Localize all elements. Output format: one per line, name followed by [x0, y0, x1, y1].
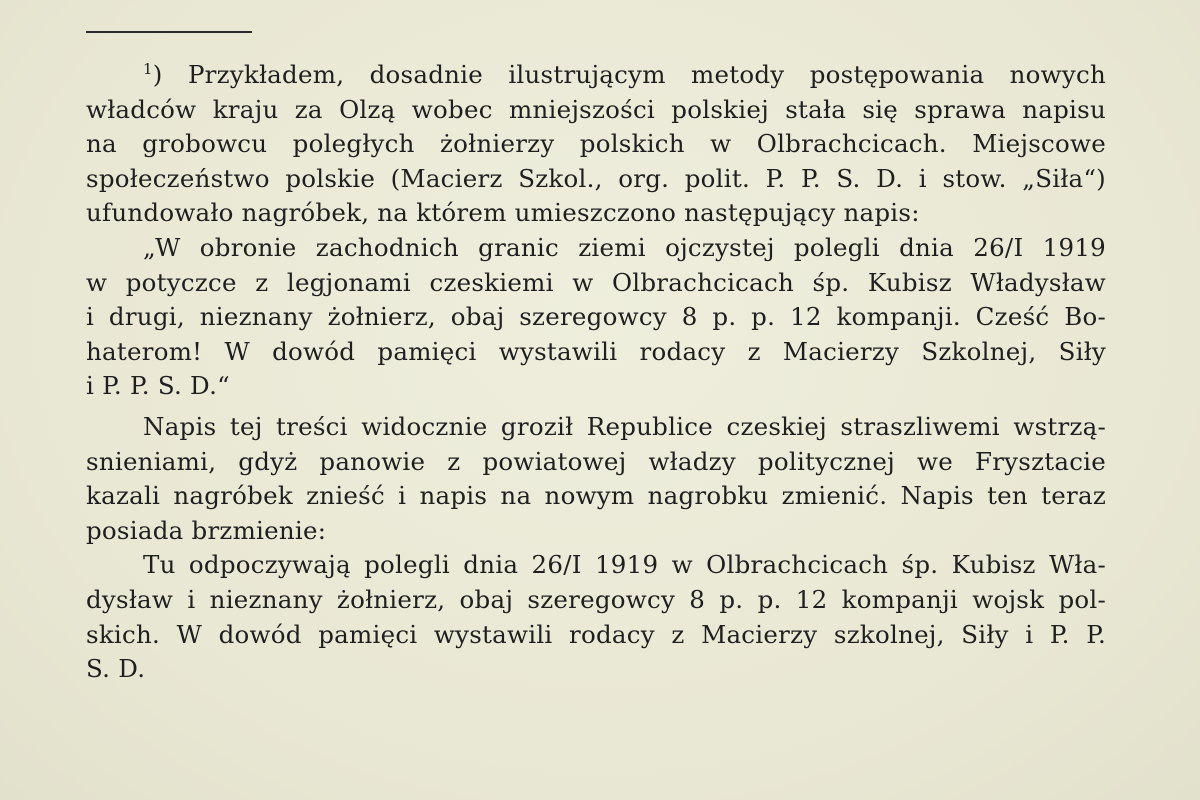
- footnote-text: [86, 58, 1106, 687]
- inscription-line: i drugi, nieznany żołnierz, obaj szeregowcy 8 p. p. 12 kompanji. Cześć Bo-: [86, 302, 1106, 332]
- inscription-line: dysław i nieznany żołnierz, obaj szeregowcy 8 p. p. 12 kompanji wojsk pol-: [86, 584, 1106, 614]
- inscription-line: w potyczce z legjonami czeskiemi w Olbrachcicach śp. Kubisz Władysław: [86, 267, 1106, 297]
- footnote-line: snieniami, gdyż panowie z powiatowej władzy politycznej we Frysztacie: [86, 446, 1106, 476]
- footnote-line: na grobowcu poległych żołnierzy polskich w Olbrachcicach. Miejscowe: [86, 129, 1106, 159]
- footnote-line: społeczeństwo polskie (Macierz Szkol., org. polit. P. P. S. D. i stow. „Siła“): [86, 163, 1106, 193]
- footnote-separator-rule: [86, 31, 252, 33]
- inscription-line: i P. P. S. D.“: [86, 371, 230, 401]
- footnote-line: władców kraju za Olzą wobec mniejszości polskiej stała się sprawa napisu: [86, 94, 1106, 124]
- footnote-line: kazali nagróbek znieść i napis na nowym nagrobku zmienić. Napis ten teraz: [86, 481, 1106, 511]
- footnote-marker: 1: [143, 60, 153, 78]
- footnote-line: Napis tej treści widocznie groził Republice czeskiej straszliwemi wstrzą-: [143, 411, 1106, 441]
- inscription-line: skich. W dowód pamięci wystawili rodacy z Macierzy szkolnej, Siły i P. P.: [86, 619, 1106, 649]
- inscription-line: Tu odpoczywają polegli dnia 26/I 1919 w Olbrachcicach śp. Kubisz Wła-: [143, 550, 1106, 580]
- inscription-line: S. D.: [86, 654, 146, 684]
- footnote-line: ufundowało nagróbek, na którem umieszczono następujący napis:: [86, 198, 920, 228]
- inscription-line: haterom! W dowód pamięci wystawili rodacy z Macierzy Szkolnej, Siły: [86, 336, 1106, 366]
- footnote-line: posiada brzmienie:: [86, 515, 327, 545]
- footnote-line: $^1$) Przykładem, dosadnie ilustrującym metody postępowania nowych: [143, 60, 1106, 89]
- inscription-line: „W obronie zachodnich granic ziemi ojczystej polegli dnia 26/I 1919: [143, 232, 1106, 262]
